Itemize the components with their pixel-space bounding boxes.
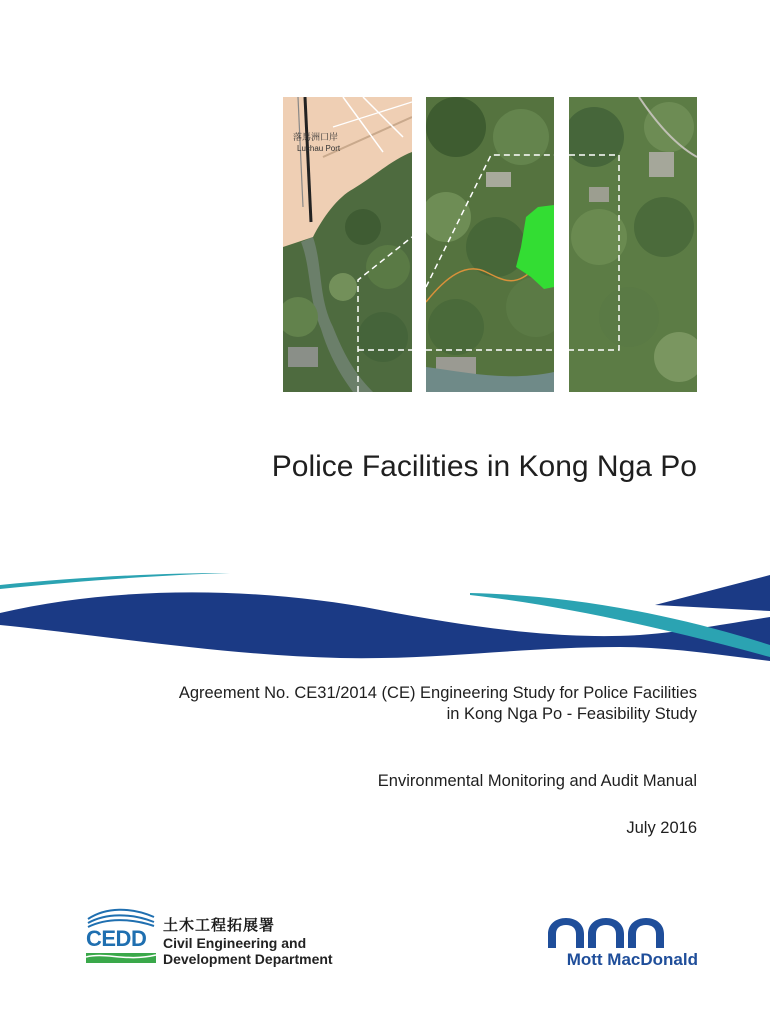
aerial-photo-strip-2	[426, 97, 554, 392]
agreement-line-2: in Kong Nga Po - Feasibility Study	[446, 705, 697, 723]
agreement-line-1: Agreement No. CE31/2014 (CE) Engineering Study for Police Facilities	[178, 684, 697, 702]
aerial-photo-strip-3	[569, 97, 697, 392]
cedd-chinese-name: 土木工程拓展署	[163, 916, 276, 934]
document-type: Environmental Monitoring and Audit Manual	[377, 772, 697, 790]
cedd-name-line-2: Development Department	[163, 951, 333, 967]
document-date: July 2016	[626, 819, 697, 837]
mott-macdonald-name: Mott MacDonald	[566, 950, 698, 969]
map-label-chinese: 落馬洲口岸	[293, 133, 339, 143]
map-label-english: Luchau Port	[297, 144, 341, 153]
cedd-abbr: CEDD	[86, 926, 147, 951]
decorative-wave-band	[0, 565, 770, 675]
document-title: Police Facilities in Kong Nga Po	[271, 450, 697, 483]
aerial-photo-strip-1	[283, 97, 412, 392]
agreement-text	[179, 683, 697, 725]
cedd-name-line-1: Civil Engineering and	[163, 935, 307, 951]
